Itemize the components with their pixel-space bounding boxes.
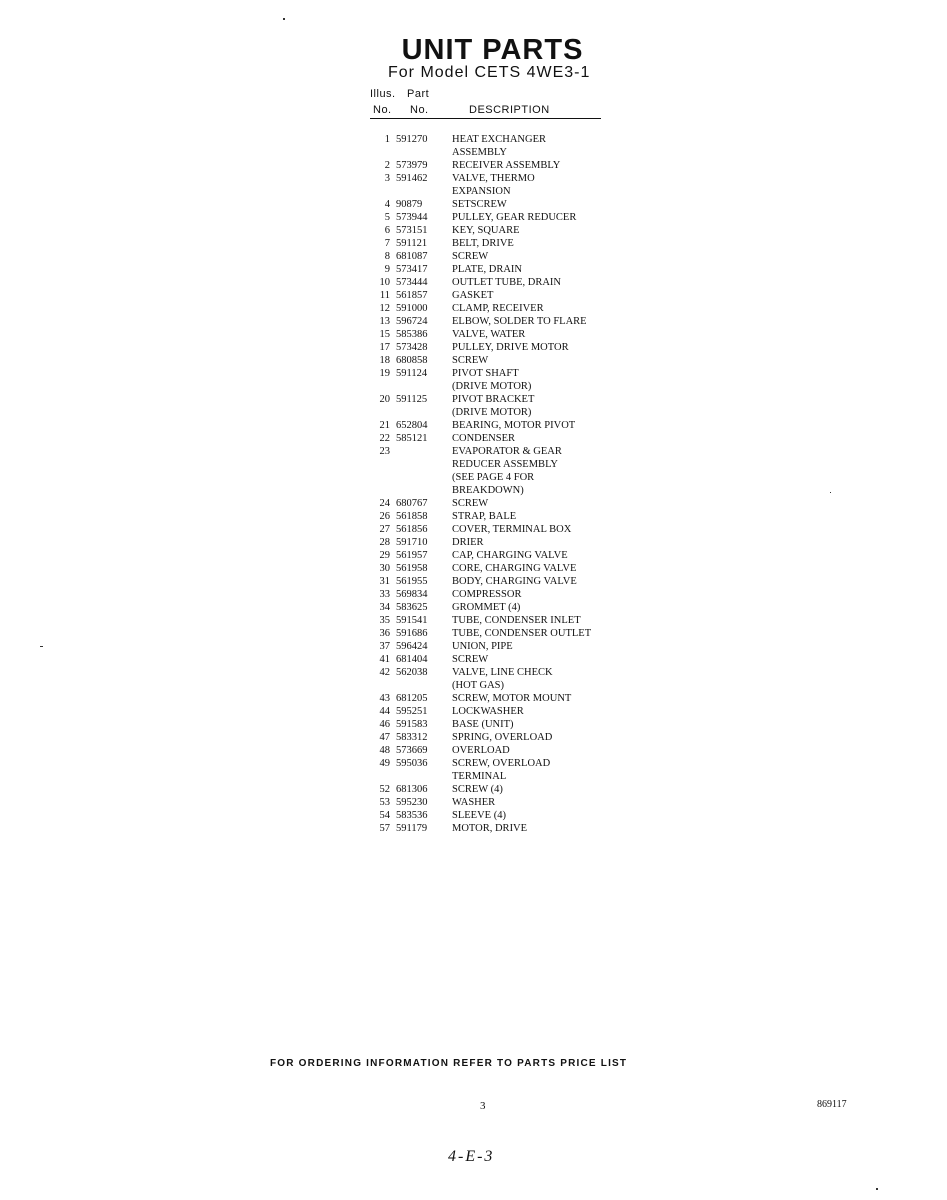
table-row <box>370 198 610 211</box>
part-number: 591270 <box>396 134 428 145</box>
document-code: 869117 <box>817 1099 847 1110</box>
parts-table <box>370 133 610 835</box>
part-number: 591462 <box>396 173 428 184</box>
illus-number: 41 <box>379 654 390 665</box>
part-description: CAP, CHARGING VALVE <box>452 550 568 561</box>
table-row <box>370 601 610 614</box>
part-description: SCREW, MOTOR MOUNT <box>452 693 572 704</box>
illus-number: 20 <box>379 394 390 405</box>
table-row <box>370 354 610 367</box>
part-number: 681404 <box>396 654 428 665</box>
part-description: WASHER <box>452 797 496 808</box>
part-number: 591179 <box>396 823 428 834</box>
table-row <box>370 562 610 575</box>
table-row <box>370 783 610 796</box>
illus-number: 10 <box>379 277 390 288</box>
table-row <box>370 172 610 198</box>
part-number: 596424 <box>396 641 428 652</box>
page-title: UNIT PARTS <box>401 34 584 66</box>
part-description: BEARING, MOTOR PIVOT <box>452 420 576 431</box>
part-number: 591583 <box>396 719 428 730</box>
description-header: DESCRIPTION <box>469 104 550 116</box>
table-row <box>370 627 610 640</box>
part-number: 561857 <box>396 290 428 301</box>
illus-number: 22 <box>379 433 390 444</box>
part-number: 591124 <box>396 368 428 379</box>
table-row <box>370 796 610 809</box>
part-description: PIVOT SHAFT (DRIVE MOTOR) <box>452 368 532 392</box>
part-description: BASE (UNIT) <box>452 719 514 730</box>
illus-number: 5 <box>384 212 390 223</box>
part-number: 561955 <box>396 576 428 587</box>
table-row <box>370 224 610 237</box>
table-row <box>370 510 610 523</box>
table-row <box>370 237 610 250</box>
illus-number: 1 <box>384 134 390 145</box>
part-number: 573979 <box>396 160 428 171</box>
part-number: 573669 <box>396 745 428 756</box>
table-row <box>370 133 610 159</box>
table-row <box>370 809 610 822</box>
illus-number: 43 <box>379 693 390 704</box>
illus-number: 2 <box>384 160 390 171</box>
illus-number: 27 <box>379 524 390 535</box>
illus-number: 11 <box>379 290 390 301</box>
table-row <box>370 328 610 341</box>
illus-number: 19 <box>379 368 390 379</box>
part-description: ELBOW, SOLDER TO FLARE <box>452 316 587 327</box>
illus-number: 4 <box>384 199 390 210</box>
part-description: GROMMET (4) <box>452 602 521 613</box>
part-description: SCREW <box>452 498 489 509</box>
table-row <box>370 367 610 393</box>
part-number: 573417 <box>396 264 428 275</box>
part-description: TUBE, CONDENSER OUTLET <box>452 628 592 639</box>
table-row <box>370 445 610 497</box>
illus-number: 18 <box>379 355 390 366</box>
illus-number: 29 <box>379 550 390 561</box>
table-row <box>370 731 610 744</box>
illus-number: 36 <box>379 628 390 639</box>
part-number: 652804 <box>396 420 428 431</box>
part-description: BODY, CHARGING VALVE <box>452 576 577 587</box>
illus-number: 13 <box>379 316 390 327</box>
illus-number: 42 <box>379 667 390 678</box>
ordering-note: FOR ORDERING INFORMATION REFER TO PARTS PRICE LIST <box>270 1058 628 1069</box>
part-description: RECEIVER ASSEMBLY <box>452 160 561 171</box>
part-number: 561958 <box>396 563 428 574</box>
table-row <box>370 302 610 315</box>
model-subtitle: For Model CETS 4WE3-1 <box>388 64 591 81</box>
part-number: 595036 <box>396 758 428 769</box>
part-number: 561858 <box>396 511 428 522</box>
handwritten-note: 4-E-3 <box>448 1148 495 1165</box>
part-description: SPRING, OVERLOAD <box>452 732 553 743</box>
part-description: VALVE, THERMO EXPANSION <box>452 173 535 197</box>
illus-number: 48 <box>379 745 390 756</box>
part-description: PULLEY, DRIVE MOTOR <box>452 342 569 353</box>
table-row <box>370 432 610 445</box>
part-description: CLAMP, RECEIVER <box>452 303 544 314</box>
illus-header-top: Illus. <box>370 88 396 100</box>
part-description: PULLEY, GEAR REDUCER <box>452 212 577 223</box>
part-no-header: No. <box>410 104 429 116</box>
part-description: HEAT EXCHANGER ASSEMBLY <box>452 134 547 158</box>
illus-number: 35 <box>379 615 390 626</box>
table-row <box>370 159 610 172</box>
part-number: 573944 <box>396 212 428 223</box>
part-number: 585386 <box>396 329 428 340</box>
illus-number: 6 <box>384 225 390 236</box>
table-row <box>370 289 610 302</box>
illus-number: 46 <box>379 719 390 730</box>
table-row <box>370 549 610 562</box>
part-description: OUTLET TUBE, DRAIN <box>452 277 561 288</box>
part-number: 680767 <box>396 498 428 509</box>
part-description: SCREW <box>452 355 489 366</box>
part-description: COMPRESSOR <box>452 589 522 600</box>
part-number: 573428 <box>396 342 428 353</box>
illus-number: 49 <box>379 758 390 769</box>
table-row <box>370 692 610 705</box>
illus-number: 9 <box>384 264 390 275</box>
part-number: 573444 <box>396 277 428 288</box>
part-description: MOTOR, DRIVE <box>452 823 528 834</box>
table-row <box>370 822 610 835</box>
part-number: 561856 <box>396 524 428 535</box>
scan-speck <box>830 492 831 493</box>
part-description: SETSCREW <box>452 199 507 210</box>
part-description: KEY, SQUARE <box>452 225 520 236</box>
part-number: 595230 <box>396 797 428 808</box>
table-row <box>370 666 610 692</box>
part-number: 90879 <box>396 199 423 210</box>
part-description: CORE, CHARGING VALVE <box>452 563 577 574</box>
table-row <box>370 523 610 536</box>
illus-no-header: No. <box>373 104 392 116</box>
part-description: SLEEVE (4) <box>452 810 506 821</box>
part-number: 591710 <box>396 537 428 548</box>
part-description: STRAP, BALE <box>452 511 517 522</box>
part-description: SCREW (4) <box>452 784 503 795</box>
table-row <box>370 497 610 510</box>
illus-number: 37 <box>379 641 390 652</box>
part-number: 681205 <box>396 693 428 704</box>
illus-number: 21 <box>379 420 390 431</box>
table-row <box>370 211 610 224</box>
illus-number: 31 <box>379 576 390 587</box>
table-row <box>370 718 610 731</box>
part-description: SCREW, OVERLOAD TERMINAL <box>452 758 551 782</box>
illus-number: 12 <box>379 303 390 314</box>
part-description: EVAPORATOR & GEAR REDUCER ASSEMBLY (SEE PAGE 4 FOR BREAKDOWN) <box>452 446 562 496</box>
part-number: 680858 <box>396 355 428 366</box>
part-description: SCREW <box>452 654 489 665</box>
part-number: 595251 <box>396 706 428 717</box>
table-row <box>370 393 610 419</box>
part-description: UNION, PIPE <box>452 641 513 652</box>
part-description: VALVE, WATER <box>452 329 526 340</box>
part-description: VALVE, LINE CHECK (HOT GAS) <box>452 667 553 691</box>
illus-number: 52 <box>379 784 390 795</box>
part-number: 573151 <box>396 225 428 236</box>
part-number: 681087 <box>396 251 428 262</box>
illus-number: 34 <box>379 602 390 613</box>
part-number: 583536 <box>396 810 428 821</box>
part-description: GASKET <box>452 290 494 301</box>
illus-number: 33 <box>379 589 390 600</box>
part-number: 681306 <box>396 784 428 795</box>
part-number: 596724 <box>396 316 428 327</box>
part-number: 562038 <box>396 667 428 678</box>
part-description: PIVOT BRACKET (DRIVE MOTOR) <box>452 394 535 418</box>
part-number: 591121 <box>396 238 428 249</box>
illus-number: 3 <box>384 173 390 184</box>
table-row <box>370 575 610 588</box>
table-row <box>370 640 610 653</box>
part-number: 591000 <box>396 303 428 314</box>
illus-number: 44 <box>379 706 390 717</box>
illus-number: 23 <box>379 446 390 457</box>
part-number: 585121 <box>396 433 428 444</box>
table-row <box>370 315 610 328</box>
page-number: 3 <box>480 1100 486 1112</box>
table-row <box>370 705 610 718</box>
table-row <box>370 653 610 666</box>
table-row <box>370 744 610 757</box>
illus-number: 53 <box>379 797 390 808</box>
illus-number: 26 <box>379 511 390 522</box>
part-description: OVERLOAD <box>452 745 510 756</box>
part-header-top: Part <box>407 88 430 100</box>
part-number: 569834 <box>396 589 428 600</box>
part-number: 583312 <box>396 732 428 743</box>
table-row <box>370 263 610 276</box>
table-row <box>370 276 610 289</box>
table-row <box>370 250 610 263</box>
table-row <box>370 536 610 549</box>
illus-number: 47 <box>379 732 390 743</box>
part-number: 561957 <box>396 550 428 561</box>
part-description: DRIER <box>452 537 484 548</box>
part-description: BELT, DRIVE <box>452 238 514 249</box>
illus-number: 57 <box>379 823 390 834</box>
header-rule <box>370 118 601 119</box>
part-number: 591125 <box>396 394 428 405</box>
table-row <box>370 341 610 354</box>
part-description: TUBE, CONDENSER INLET <box>452 615 581 626</box>
table-row <box>370 757 610 783</box>
illus-number: 7 <box>384 238 390 249</box>
illus-number: 24 <box>379 498 390 509</box>
part-description: CONDENSER <box>452 433 516 444</box>
scan-speck <box>876 1188 878 1190</box>
illus-number: 8 <box>384 251 390 262</box>
table-row <box>370 614 610 627</box>
illus-number: 15 <box>379 329 390 340</box>
illus-number: 54 <box>379 810 390 821</box>
part-number: 583625 <box>396 602 428 613</box>
part-number: 591541 <box>396 615 428 626</box>
table-row <box>370 419 610 432</box>
part-description: COVER, TERMINAL BOX <box>452 524 572 535</box>
illus-number: 28 <box>379 537 390 548</box>
part-description: PLATE, DRAIN <box>452 264 522 275</box>
table-row <box>370 588 610 601</box>
illus-number: 30 <box>379 563 390 574</box>
part-description: LOCKWASHER <box>452 706 524 717</box>
part-description: SCREW <box>452 251 489 262</box>
illus-number: 17 <box>379 342 390 353</box>
scan-speck <box>283 18 285 20</box>
part-number: 591686 <box>396 628 428 639</box>
scan-speck <box>40 646 43 647</box>
